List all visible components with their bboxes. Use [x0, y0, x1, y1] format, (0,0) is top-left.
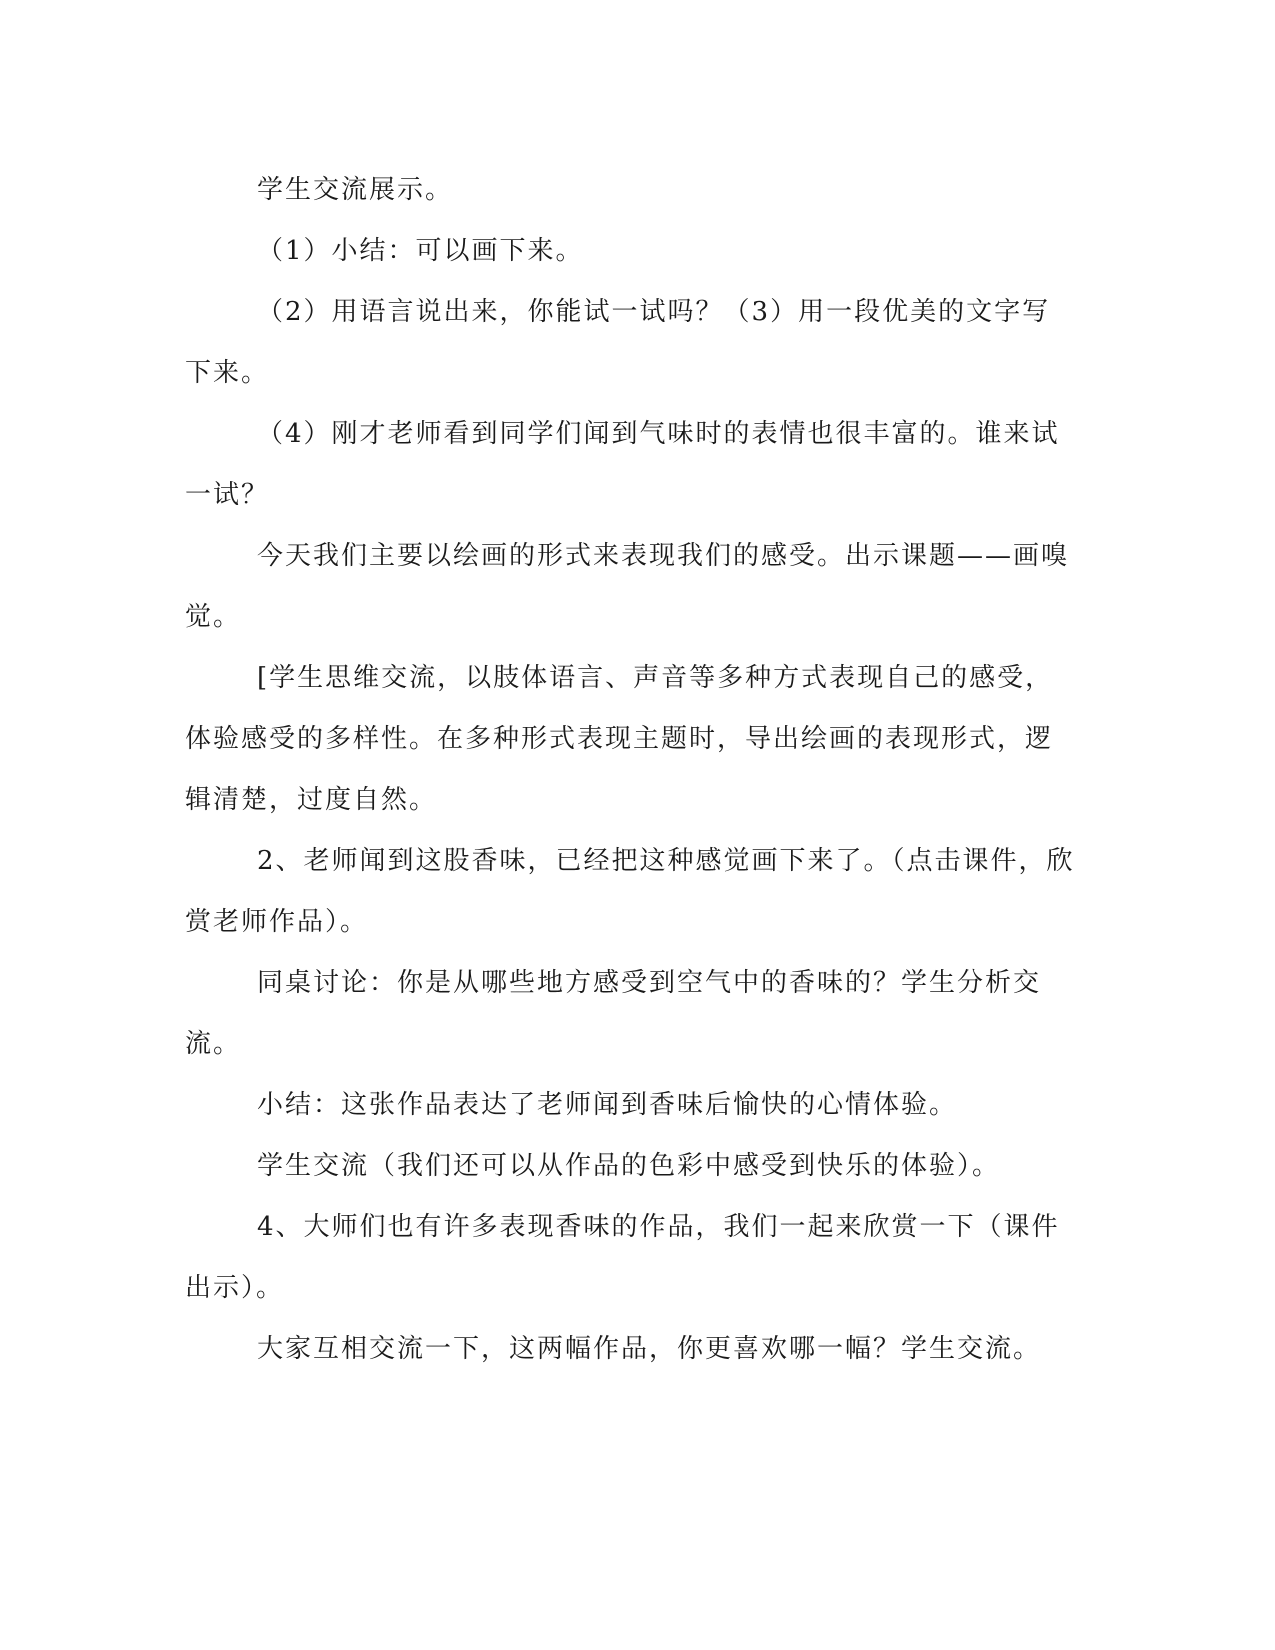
paragraph-1: 学生交流展示。: [257, 175, 454, 205]
paragraph-10: 学生交流（我们还可以从作品的色彩中感受到快乐的体验）。: [257, 1151, 1001, 1181]
paragraph-3: （2）用语言说出来，你能试一试吗？（3）用一段优美的文字写下来。: [185, 297, 1051, 388]
paragraph-9: 小结：这张作品表达了老师闻到香味后愉快的心情体验。: [257, 1090, 958, 1120]
paragraph-11: 4、大师们也有许多表现香味的作品，我们一起来欣赏一下（课件出示）。: [185, 1212, 1060, 1303]
paragraph-7: 2、老师闻到这股香味，已经把这种感觉画下来了。（点击课件，欣赏老师作品）。: [185, 846, 1075, 937]
paragraph-2: （1）小结：可以画下来。: [257, 236, 584, 266]
paragraph-4: （4）刚才老师看到同学们闻到气味时的表情也很丰富的。谁来试一试？: [185, 419, 1060, 510]
paragraph-5: 今天我们主要以绘画的形式来表现我们的感受。出示课题——画嗅觉。: [185, 541, 1070, 632]
paragraph-8: 同桌讨论：你是从哪些地方感受到空气中的香味的？学生分析交流。: [185, 968, 1042, 1059]
paragraph-6: [学生思维交流，以肢体语言、声音等多种方式表现自己的感受，体验感受的多样性。在多种形式表现主题时，导出绘画的表现形式，逻辑清楚，过度自然。: [185, 663, 1054, 815]
paragraph-12: 大家互相交流一下，这两幅作品，你更喜欢哪一幅？学生交流。: [257, 1334, 1042, 1364]
document-body: [185, 160, 1075, 1380]
